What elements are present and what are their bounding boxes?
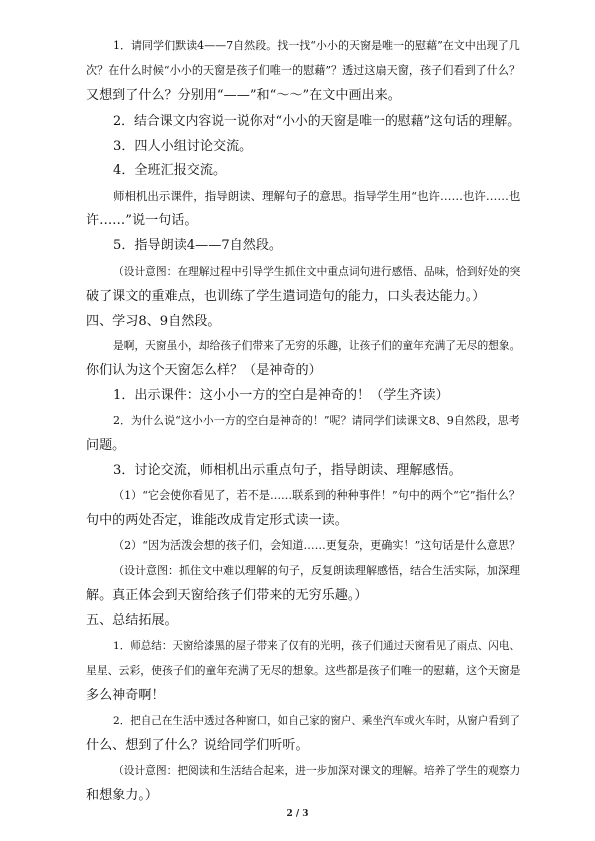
- line-text: （1）“它会使你看见了，若不是……联系到的种种事件！”句中的两个“它”指什么？: [113, 489, 520, 502]
- line-text: 句中的两处否定，谁能改成肯定形式读一读。: [86, 513, 348, 528]
- line-text: 2．结合课文内容说一说你对“小小的天窗是唯一的慰藉”这句话的理解。: [113, 114, 521, 129]
- line-text: 5．指导朗读4——7自然段。: [113, 238, 283, 253]
- line-text: 3．四人小组讨论交流。: [113, 139, 253, 154]
- line-text: 多么神奇啊！: [86, 688, 165, 703]
- line-text: 次？在什么时候“小小的天窗是孩子们唯一的慰藉”？透过这扇天窗，孩子们看到了什么？: [86, 64, 521, 77]
- line-text: 又想到了什么？分别用“——”和“～～”在文中画出来。: [86, 88, 401, 103]
- line-text: 五、总结拓展。: [86, 613, 178, 628]
- line-text: 1．请同学们默读4——7自然段。找一找“小小的天窗是唯一的慰藉”在文中出现了几: [113, 39, 520, 52]
- line-text: （设计意图：在理解过程中引导学生抓住文中重点词句进行感悟、品味，恰到好处的突: [113, 265, 521, 278]
- line-text: 和想象力。）: [86, 788, 159, 803]
- line-text: 破了课文的重难点，也训练了学生遣词造句的能力，口头表达能力。）: [86, 289, 486, 304]
- line-text: （设计意图：抓住文中难以理解的句子，反复朗读理解感悟，结合生活实际，加深理: [113, 564, 520, 577]
- line-text: 什么、想到了什么？说给同学们听听。: [86, 738, 309, 753]
- line-text: 你们认为这个天窗怎么样？（是神奇的）: [86, 363, 322, 378]
- line-text: 许……”说一句话。: [86, 213, 198, 228]
- page-number: 2 / 3: [286, 809, 309, 819]
- line-text: 1．出示课件：这小小一方的空白是神奇的！（学生齐读）: [113, 388, 449, 403]
- line-text: 4．全班汇报交流。: [113, 163, 227, 178]
- line-text: 问题。: [86, 438, 126, 453]
- line-text: 四、学习8、9自然段。: [86, 314, 221, 329]
- line-text: 是啊，天窗虽小，却给孩子们带来了无穷的乐趣，让孩子们的童年充满了无尽的想象。: [113, 339, 521, 352]
- line-text: 师相机出示课件，指导朗读、理解句子的意思。指导学生用“也许……也许……也: [113, 189, 521, 203]
- line-text: 2．为什么说“这小小一方的空白是神奇的！”呢？请同学们读课文8、9自然段，思考: [113, 414, 520, 427]
- line-text: 1．师总结：天窗给漆黑的屋子带来了仅有的光明，孩子们通过天窗看见了雨点、闪电、: [113, 640, 520, 652]
- line-text: 3．讨论交流，师相机出示重点句子，指导朗读、理解感悟。: [113, 463, 462, 478]
- line-text: （2）“因为活泼会想的孩子们，会知道……更复杂，更确实！”这句话是什么意思？: [113, 539, 521, 552]
- line-text: 2．把自己在生活中透过各种窗口，如自己家的窗户、乘坐汽车或火车时，从窗户看到了: [113, 715, 520, 727]
- line-text: （设计意图：把阅读和生活结合起来，进一步加深对课文的理解。培养了学生的观察力: [113, 764, 521, 777]
- line-text: 解。真正体会到天窗给孩子们带来的无穷乐趣。）: [86, 588, 368, 603]
- line-text: 星星、云彩，使孩子们的童年充满了无尽的想象。这些都是孩子们唯一的慰藉，这个天窗是: [86, 664, 521, 677]
